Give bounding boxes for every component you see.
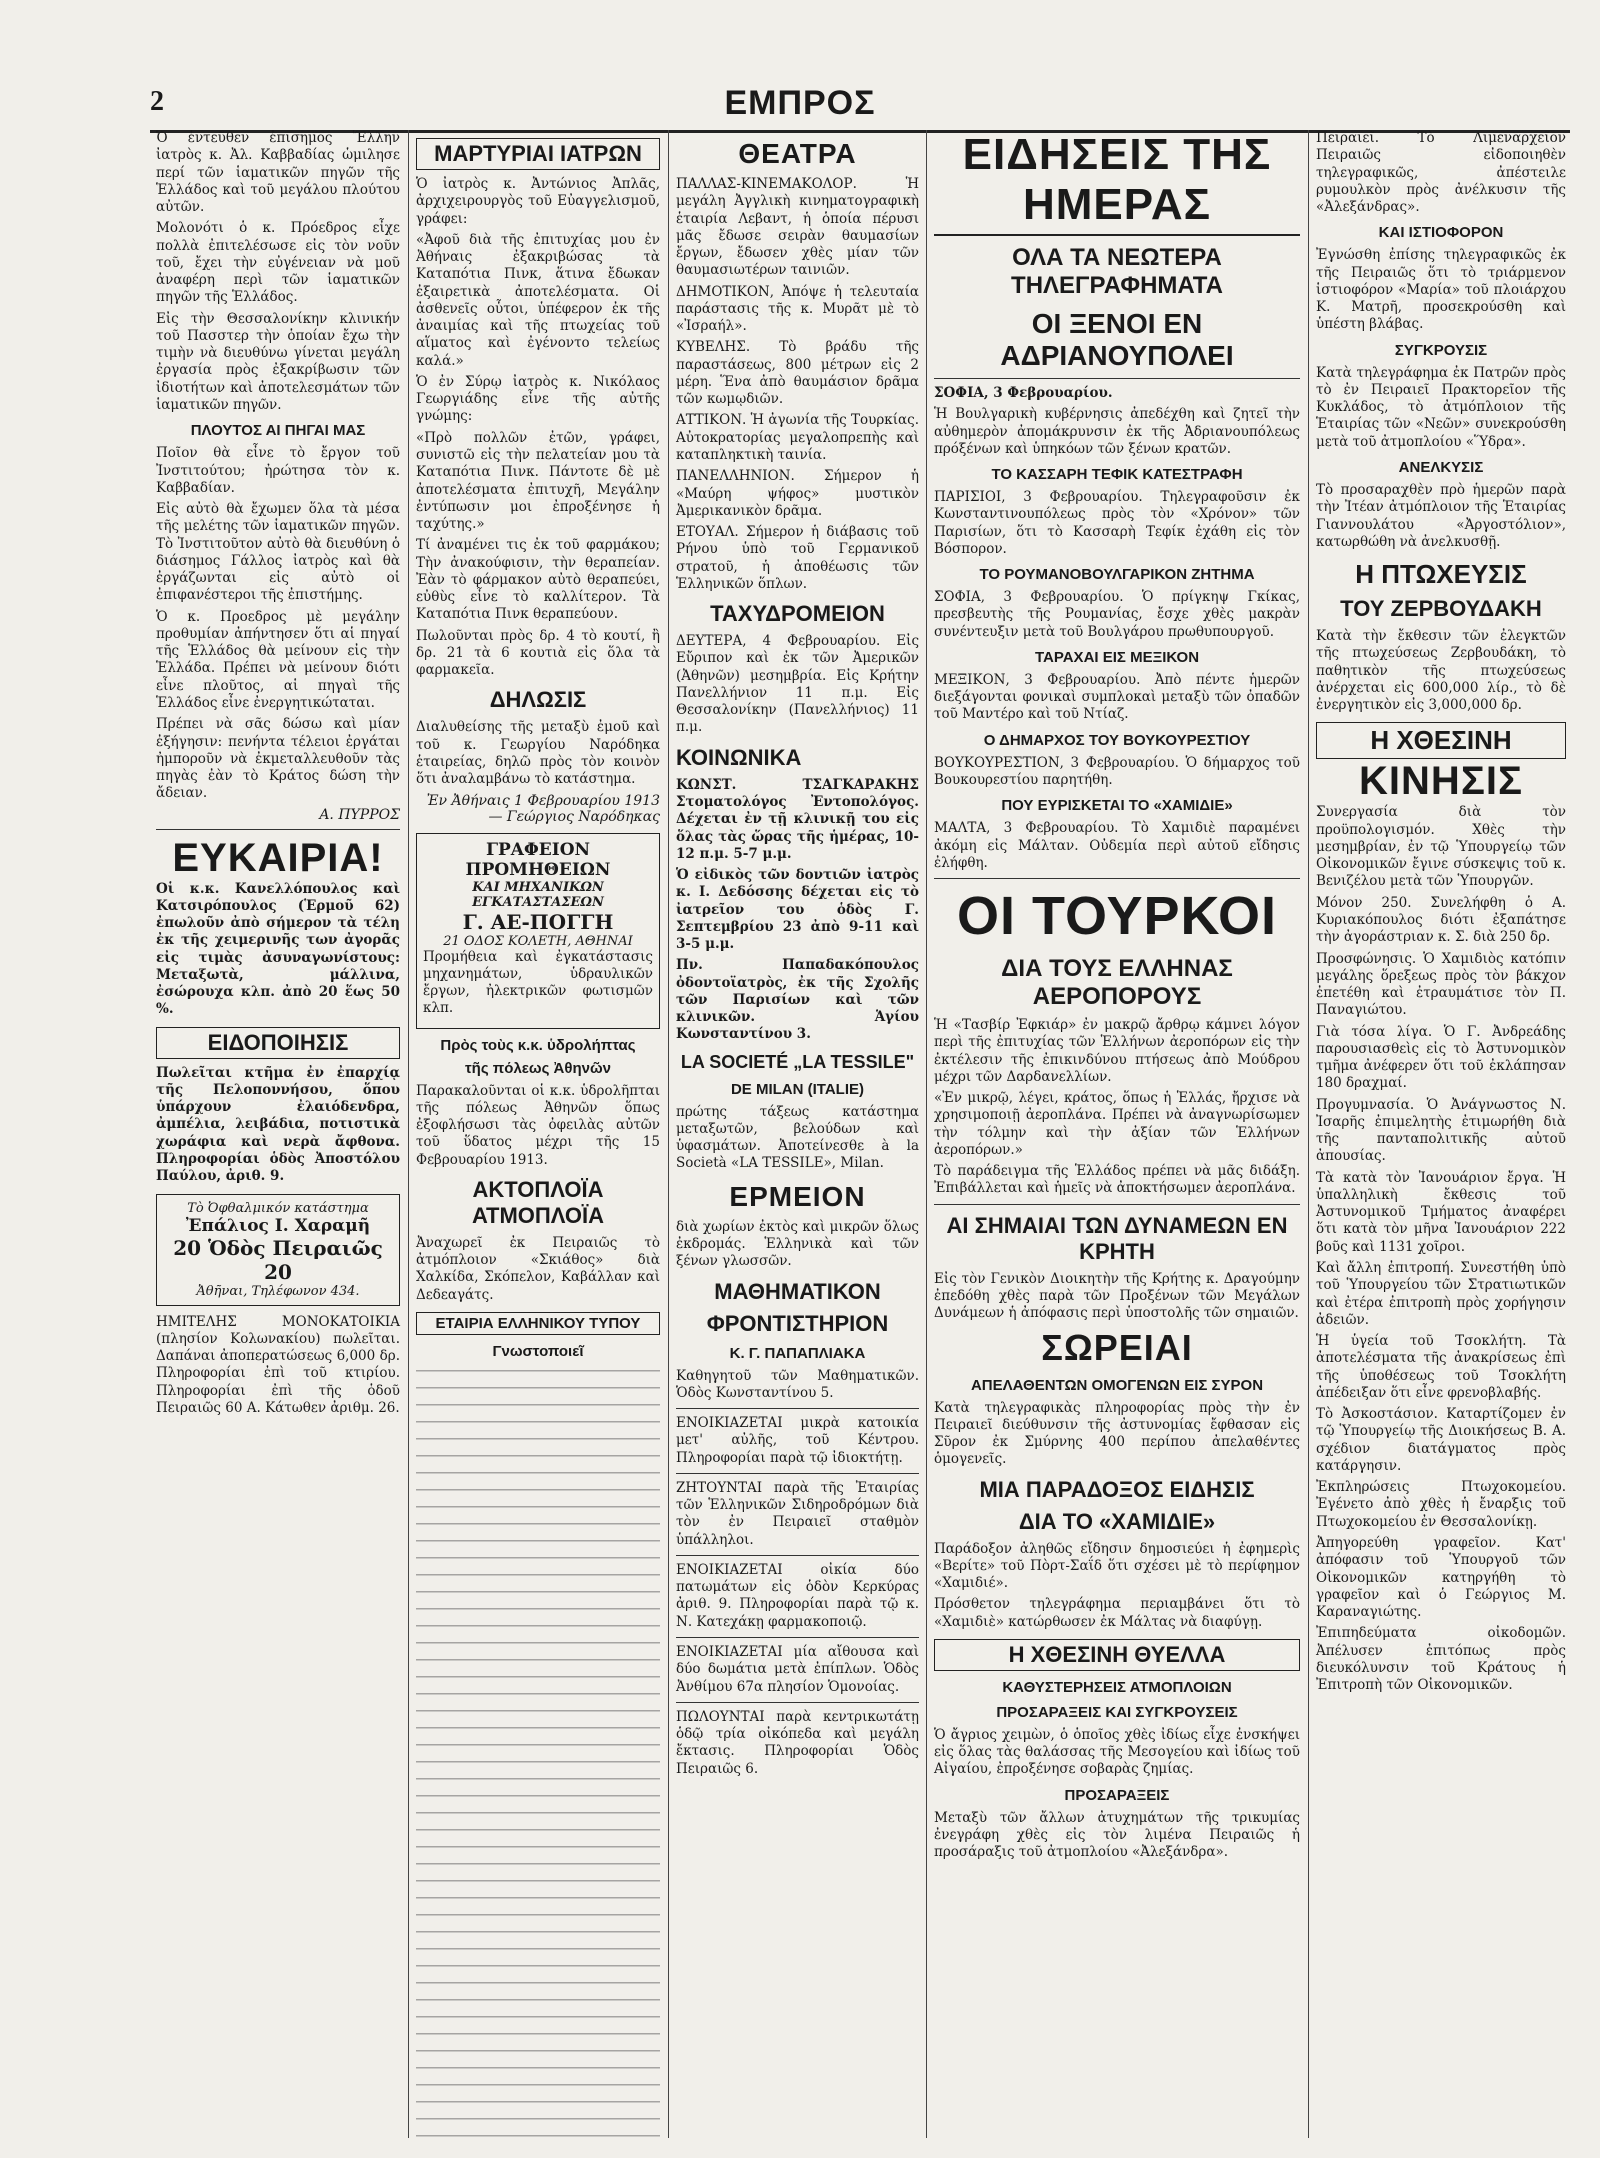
headline-sub: ΠΡΟΣΑΡΑΞΕΙΣ bbox=[1064, 1786, 1170, 1804]
headline: ΤΟ ΡΟΥΜΑΝΟΒΟΥΛΓΑΡΙΚΟΝ ΖΗΤΗΜΑ bbox=[979, 566, 1255, 584]
article-paragraph: Πρέπει νὰ σᾶς δώσω καὶ μίαν ἐξήγησιν: πενήντα τέλειοι ἐργάται ἠμποροῦν νὰ ἐκμεταλλευθοῦν τὰς πηγὰς ἐὰν τὸ Κράτος δώση τὴν ἄδειαν. bbox=[156, 716, 400, 802]
section-heading: ΕΤΑΙΡΙΑ ΕΛΛΗΝΙΚΟΥ ΤΥΠΟΥ bbox=[416, 1312, 660, 1335]
divider bbox=[676, 1555, 919, 1556]
divider bbox=[156, 829, 400, 830]
headline: Ο ΔΗΜΑΡΧΟΣ ΤΟΥ ΒΟΥΚΟΥΡΕΣΤΙΟΥ bbox=[983, 731, 1251, 749]
section-heading: ΚΟΙΝΩΝΙΚΑ bbox=[676, 744, 802, 770]
ad-text: Οἱ κ.κ. Κανελλόπουλος καὶ Κατσιρόπουλος (Ἑρμοῦ 62) ἐπωλοῦν ἀπὸ σήμερον τὰ τέλη ἐκ τῆς χειμερινῆς των ἀγορᾶς εἰς τιμὰς ἀσυναγωνίστους: Μεταξωτὰ, μάλλινα, ἐσώρουχα κλπ. ἀπὸ 20 ἕως 50 %. bbox=[156, 880, 400, 1018]
column-divider bbox=[1308, 130, 1309, 2138]
section-subheading: τῆς πόλεως Ἀθηνῶν bbox=[464, 1059, 612, 1077]
ad-line: ΓΡΑΦΕΙΟΝ ΠΡΟΜΗΘΕΙΩΝ bbox=[465, 839, 611, 880]
section-subtitle: ΟΛΑ ΤΑ ΝΕΩΤΕΡΑ ΤΗΛΕΓΡΑΦΗΜΑΤΑ bbox=[1011, 244, 1223, 299]
headline-sub: ΤΟΥ ΖΕΡΒΟΥΔΑΚΗ bbox=[1340, 596, 1542, 622]
text-filler bbox=[416, 1366, 660, 2138]
headline: Η ΧΘΕΣΙΝΗ bbox=[1316, 722, 1566, 759]
article-paragraph: Τὸ προσαραχθὲν πρὸ ἡμερῶν παρὰ τὴν Ἰτέαν ἀτμόπλοιον τῆς Ἑταιρίας Γιαννουλάτου «Ἀργοστόλιον», κατωρθώθη νὰ ἀνελκυσθῇ. bbox=[1316, 481, 1566, 550]
headline: ΑΙ ΣΗΜΑΙΑΙ ΤΩΝ ΔΥΝΑΜΕΩΝ ΕΝ ΚΡΗΤΗ bbox=[946, 1212, 1288, 1264]
ad-line: Ἐπάλιος Ι. Χαραμῆ bbox=[185, 1215, 371, 1236]
article-paragraph: Ὁ εἰδικὸς τῶν δοντιῶν ἰατρὸς κ. Ι. Δεδόσσης δέχεται εἰς τὸ ἰατρεῖον του ὁδὸς Γ. Σεπτεμβρίου 23 ἀπὸ 9-11 καὶ 3-5 μ.μ. bbox=[676, 867, 919, 953]
column-divider bbox=[926, 130, 927, 2138]
article-paragraph: ΚΥΒΕΛΗΣ. Τὸ βράδυ τῆς παραστάσεως, 800 μέτρων εἰς 2 μέρη. Ἕνα ἀπὸ θαυμάσιον δρᾶμα τῶν κωμῳδιῶν. bbox=[676, 339, 919, 408]
divider bbox=[934, 1204, 1300, 1205]
divider bbox=[676, 1473, 919, 1474]
ad-headline: ΕΡΜΕΙΟΝ bbox=[729, 1180, 866, 1212]
ad-text: διὰ χωρίων ἐκτὸς καὶ μικρῶν ὅλως ἐκδρομάς. Ἑλληνικὰ καὶ τῶν ξένων γλωσσῶν. bbox=[676, 1218, 919, 1270]
column-2 bbox=[410, 130, 666, 2138]
article-paragraph: Μεταξὺ τῶν ἄλλων ἀτυχημάτων τῆς τρικυμίας ἐνεγράφη χθὲς εἰς τὸν λιμένα Πειραιῶς ἡ προσάραξις τοῦ ἀτμοπλοίου «Ἀλεξάνδρα». bbox=[934, 1809, 1300, 1861]
article-paragraph: Ἐπιπηδεύματα οἰκοδομῶν. Ἀπέλυσεν ἐπιτόπως πρὸς διευκόλυνσιν τοῦ Κράτους ἡ Ἐπιτροπὴ τῶν Οἰκονομικῶν. bbox=[1316, 1625, 1566, 1694]
headline: Η ΧΘΕΣΙΝΗ ΘΥΕΛΛΑ bbox=[934, 1639, 1300, 1671]
dateline: ΣΟΦΙΑ, 3 Φεβρουαρίου. bbox=[934, 385, 1113, 401]
column-4 bbox=[928, 130, 1306, 2138]
article-paragraph: Εἰς αὐτὸ θὰ ἔχωμεν ὅλα τὰ μέσα τῆς μελέτης τῶν ἱαματικῶν πηγῶν. Τὸ Ἰνστιτοῦτον αὐτὸ θὰ διευθύνη ὁ διάσημος Γάλλος ἰατρὸς καὶ θὰ ἐργάζωνται εἰς αὐτὸ οἱ ἐπιφανέστεροι τῆς ἐπιστήμης. bbox=[156, 501, 400, 604]
notice-heading: ΕΙΔΟΠΟΙΗΣΙΣ bbox=[156, 1027, 400, 1059]
article-paragraph: Ἡ ὑγεία τοῦ Τσοκλήτη. Τὰ ἀποτελέσματα τῆς ἀνακρίσεως ἐπὶ τῆς ὑποθέσεως τοῦ Τσοκλήτη ἀπέδειξαν ὅτι εἶνε φρενοβλαβής. bbox=[1316, 1333, 1566, 1401]
article-paragraph: ΔΗΜΟΤΙΚΟΝ, Ἀπόψε ἡ τελευταία παράστασις τῆς κ. Μυρᾶτ μὲ τὸ «Ἰσραήλ». bbox=[676, 283, 919, 335]
article-paragraph: Ἀναχωρεῖ ἐκ Πειραιῶς τὸ ἀτμόπλοιον «Σκιάθος» διὰ Χαλκίδα, Σκόπελον, Καβάλλαν καὶ Δεδεαγάτς. bbox=[416, 1234, 660, 1303]
headline: ΟΙ ΞΕΝΟΙ ΕΝ ΑΔΡΙΑΝΟΥΠΟΛΕΙ bbox=[1000, 308, 1234, 371]
headline-large: ΚΙΝΗΣΙΣ bbox=[1359, 759, 1523, 804]
notice-text: Πωλεῖται κτῆμα ἐν ἐπαρχίᾳ τῆς Πελοποννήσου, ὅπου ὑπάρχουν ἐλαιόδενδρα, ἀμπέλια, λειβάδια, ποτιστικὰ χωράφια καὶ νερὰ ἄφθονα. Πληροφορίαι ὁδὸς Ἀποστόλου Παύλου, ἀριθ. 9. bbox=[156, 1064, 400, 1185]
article-paragraph: Γιὰ τόσα λίγα. Ὁ Γ. Ἀνδρεάδης παρουσιασθεὶς εἰς τὸ Ἀστυνομικὸν τμῆμα ἀνέφερεν ὅτι τοῦ ἐκλάπησαν 180 δραχμαί. bbox=[1316, 1023, 1566, 1092]
article-paragraph: «Ἀφοῦ διὰ τῆς ἐπιτυχίας μου ἐν Ἀθήναις ἐξακριβώσας τὰ Καταπότια Πινκ, ἅτινα ἔδωκαν ἐξαιρετικὰ ἀποτελέσματα. Οἱ ἀσθενεῖς οὗτοι, ὑπέφερον ἐκ τῆς ἀναιμίας καὶ τῆς πτωχείας τοῦ αἵματος καὶ ἐγένοντο τελείως καλά.» bbox=[416, 231, 660, 369]
article-paragraph: Ἡ Βουλγαρικὴ κυβέρνησις ἀπεδέχθη καὶ ζητεῖ τὴν αὐθημερὸν ἀπομάκρυνσιν ἐκ τῆς Ἀδριανουπόλεως πρόξένων καὶ ὑπηκόων τῶν ξένων κρατῶν. bbox=[934, 406, 1300, 457]
headline: ΣΩΡΕΙΑΙ bbox=[1041, 1326, 1193, 1368]
article-paragraph: Ἐκπληρώσεις Πτωχοκομείου. Ἐγένετο ἀπὸ χθὲς ἡ ἔναρξις τοῦ Πτωχοκομείου ἐν Θεσσαλονίκῃ. bbox=[1316, 1479, 1566, 1530]
article-paragraph: Μόνον 250. Συνελήφθη ὁ Α. Κυριακόπουλος διότι ἐξαπάτησε τὴν ἀγοράστριαν κ. Σ. διὰ 250 δρ. bbox=[1316, 894, 1566, 946]
article-paragraph: Εἰς τὴν Θεσσαλονίκην κλινικήν τοῦ Πασστερ τὴν ὁποίαν ἔχω τὴν τιμὴν νὰ διευθύνω γίνεται μεγάλη ἐργασία πρὸς ἐξακρίβωσιν τῶν ἰδιοτήτων καὶ ἀποτελεσμάτων τῶν ἱαματικῶν πηγῶν. bbox=[156, 310, 400, 413]
article-paragraph: Ὁ ἄγριος χειμὼν, ὁ ὁποῖος χθὲς ἰδίως εἶχε ἐνσκήψει εἰς ὅλας τὰς θαλάσσας τῆς Μεσογείου καὶ ἰδίως τοῦ Αἰγαίου, ἐπροξένησε σοβαρὰς ζημίας. bbox=[934, 1726, 1300, 1778]
ad-headline: ΕΥΚΑΙΡΙΑ! bbox=[172, 835, 384, 880]
article-paragraph: Κατὰ τηλεγραφικὰς πληροφορίας πρὸς τὴν ἐν Πειραιεῖ διεύθυνσιν τῆς ἀστυνομίας ἔφθασαν εἰς Σῦρον ἐκ Σμύρνης 400 περίπου ἀπελαθέντες ὁμογενεῖς. bbox=[934, 1399, 1300, 1468]
ad-line: Τὸ Ὀφθαλμικόν κατάστημα bbox=[187, 1200, 369, 1216]
classified-ad: ΕΝΟΙΚΙΑΖΕΤΑΙ μία αἴθουσα καὶ δύο δωμάτια μετὰ ἐπίπλων. Ὁδὸς Ἀνθίμου 67α πλησίον Ὁμονοίας. bbox=[676, 1644, 919, 1695]
article-paragraph: ΠΑΡΙΣΙΟΙ, 3 Φεβρουαρίου. Τηλεγραφοῦσιν ἐκ Κωνσταντινουπόλεως πρὸς τὸν «Χρόνον» τῶν Παρισίων, ὅτι τὸ Κασσαρὴ Τεφίκ ἐχάθη εἰς τὸν Βόσπορον. bbox=[934, 489, 1300, 557]
section-heading: ΑΚΤΟΠΛΟΪΑ ΑΤΜΟΠΛΟΪΑ bbox=[471, 1176, 605, 1228]
article-paragraph: Εἰς τὸν Γενικὸν Διοικητὴν τῆς Κρήτης κ. Δραγούμην ἐπεδόθη χθὲς παρὰ τῶν Προξένων τῶν Μεγάλων Δυνάμεων ἡ ἀπόφασις περὶ ὑποστολῆς τῶν σημαιῶν. bbox=[934, 1270, 1300, 1322]
column-divider bbox=[408, 130, 409, 2138]
section-heading: Πρὸς τοὺς κ.κ. ὑδρολήπτας bbox=[440, 1036, 636, 1054]
article-paragraph: Ὁ κ. Προεδρος μὲ μεγάλην προθυμίαν ἀπήντησεν ὅτι αἱ πηγαί τῆς Ἑλλάδος θὰ μείνουν εἰς τὴν Ἑλλάδα. Πρέπει νὰ μείνουν διότι εἶνε πλοῦτος, αἱ πηγαὶ τῆς Ἑλλάδος εἶνε ἐνεργητικώταται. bbox=[156, 608, 400, 711]
column-divider bbox=[668, 130, 669, 2138]
column-1 bbox=[150, 130, 406, 2138]
article-paragraph: Πωλοῦνται πρὸς δρ. 4 τὸ κουτί, ἢ δρ. 21 τὰ 6 κουτιὰ εἰς ὅλα τὰ φαρμακεῖα. bbox=[416, 627, 660, 679]
headline-large: ΟΙ ΤΟΥΡΚΟΙ bbox=[956, 886, 1278, 947]
article-paragraph: Πν. Παπαδακόπουλος ὀδοντοϊατρὸς, ἐκ τῆς Σχολῆς τῶν Παρισίων καὶ τῶν κλινικῶν. Ἁγίου Κωνσταντίνου 3. bbox=[676, 957, 919, 1043]
article-paragraph: Παρακαλοῦνται οἱ κ.κ. ὑδρολῆπται τῆς πόλεως Ἀθηνῶν ὅπως ἐξοφλήσωσι τὰς ὀφειλὰς αὐτῶν τοῦ ὕδατος μέχρι τῆς 15 Φεβρουαρίου 1913. bbox=[416, 1082, 660, 1168]
ad-line: Ἀθῆναι, Τηλέφωνον 434. bbox=[196, 1283, 360, 1299]
classified-ad: ΕΝΟΙΚΙΑΖΕΤΑΙ οἰκία δύο πατωμάτων εἰς ὁδὸν Κερκύρας ἀριθ. 9. Πληροφορίαι παρὰ τῷ κ. Ν. Κατεχάκῃ φαρμακοποιῷ. bbox=[676, 1561, 919, 1630]
headline: ΠΟΥ ΕΥΡΙΣΚΕΤΑΙ ΤΟ «ΧΑΜΙΔΙΕ» bbox=[1001, 797, 1233, 815]
section-heading: ΣΥΓΚΡΟΥΣΙΣ bbox=[1394, 341, 1488, 359]
article-paragraph: ΠΑΛΛΑΣ-ΚΙΝΕΜΑΚΟΛΟΡ. Ἡ μεγάλη Ἀγγλικὴ κινηματογραφικὴ ἑταιρία Λεβαντ, ἡ ὁποία πέρυσι μᾶς ἔδωσε σειρὰν θαυμασίων ἔργων, ἔδωσεν χθὲς μίαν τῶν θαυμασιωτέρων ταινιῶν. bbox=[676, 176, 919, 279]
headline-sub: ΚΑΘΥΣΤΕΡΗΣΕΙΣ ΑΤΜΟΠΛΟΙΩΝ bbox=[1002, 1678, 1232, 1696]
masthead bbox=[0, 0, 1600, 120]
article-paragraph: Ποῖον θὰ εἶνε τὸ ἔργον τοῦ Ἰνστιτούτου; ἠρώτησα τὸν κ. Καββαδίαν. bbox=[156, 445, 400, 496]
section-heading: ΚΑΙ ΙΣΤΙΟΦΟΡΟΝ bbox=[1378, 224, 1504, 242]
ad-subheading: DE MILAN (ITALIE) bbox=[730, 1080, 865, 1098]
section-heading: ΜΑΡΤΥΡΙΑΙ ΙΑΤΡΩΝ bbox=[416, 138, 660, 170]
ad-line: Γ. ΑΕ-ΠΟΓΓΗ bbox=[462, 909, 614, 934]
article-paragraph: Τὸ παράδειγμα τῆς Ἑλλάδος πρέπει νὰ μᾶς διδάξη. Ἐπιβάλλεται καὶ ἡμεῖς νὰ ἀποκτήσωμεν ἀεροπλάνα. bbox=[934, 1163, 1300, 1197]
headline: Η ΠΤΩΧΕΥΣΙΣ bbox=[1355, 559, 1527, 590]
article-paragraph: Τὰ κατὰ τὸν Ἰανουάριον ἔργα. Ἡ ὑπαλληλικὴ ἔκθεσις τοῦ Ἀστυνομικοῦ Τμήματος ἀναφέρει ὅτι κατὰ τὸν μῆνα Ἰανουάριον 222 βοῦς καὶ 1131 χοῖροι. bbox=[1316, 1169, 1566, 1255]
article-paragraph: Ἀπηγορεύθη γραφεῖον. Κατ' ἀπόφασιν τοῦ Ὑπουργοῦ τῶν Οἰκονομικῶν κατηργήθη τὸ γραφεῖον καὶ ὁ Γεώργιος Μ. Καραναγιώτης. bbox=[1316, 1535, 1566, 1621]
ad-text: πρώτης τάξεως κατάστημα μεταξωτῶν, βελούδων καὶ ὑφασμάτων. Ἀποτείνεσθε à la Società «LA TESSILE», Milan. bbox=[676, 1103, 919, 1172]
section-title: ΕΙΔΗΣΕΙΣ ΤΗΣ ΗΜΕΡΑΣ bbox=[934, 130, 1300, 236]
article-paragraph: «Πρὸ πολλῶν ἐτῶν, γράφει, συνιστῶ εἰς τὴν πελατείαν μου τὰ Καταπότια Πινκ. Πάντοτε δὲ μὲ ἀποτελέσματα ἐπιτυχῆ, Μεγάλην ἐντύπωσιν μοι ἐπροξένησε ἡ ταχύτης.» bbox=[416, 429, 660, 533]
article-signature: Α. ΠΥΡΡΟΣ bbox=[319, 806, 400, 823]
section-subheading: Γνωστοποιεῖ bbox=[492, 1342, 584, 1360]
classified-ad: ΕΝΟΙΚΙΑΖΕΤΑΙ μικρὰ κατοικία μετ' αὐλῆς, τοῦ Κέντρου. Πληροφορίαι παρὰ τῷ ἰδιοκτήτῃ. bbox=[676, 1415, 919, 1466]
headline: ΜΙΑ ΠΑΡΑΔΟΞΟΣ ΕΙΔΗΣΙΣ bbox=[979, 1476, 1255, 1502]
article-paragraph: Τὸ Ἀσκοστάσιον. Καταρτίζομεν ἐν τῷ Ὑπουργείῳ τῆς Διοικήσεως Β. Α. σχέδιον διατάγματος πρὸς κατάργησιν. bbox=[1316, 1406, 1566, 1474]
ad-text: Προμήθεια καὶ ἐγκατάστασις μηχανημάτων, ὑδραυλικῶν ἔργων, ἠλεκτρικῶν φωτισμῶν κλπ. bbox=[423, 948, 653, 1017]
article-paragraph: ΚΩΝΣΤ. ΤΣΑΓΚΑΡΑΚΗΣ Στοματολόγος Ἐντοπολόγος. Δέχεται ἐν τῇ κλινικῇ του εἰς ὅλας τὰς ὥρας τῆς ἡμέρας, 10-12 π.μ. 5-7 μ.μ. bbox=[676, 776, 919, 862]
article-paragraph: Προσφώνησις. Ὁ Χαμιδιὸς κατόπιν μεγάλης ὅρεξεως πρὸς τὸν βάκχον ἐπετέθη καὶ ἐτραυμάτισε τὸν Π. Παναγιώτου. bbox=[1316, 950, 1566, 1019]
headline: ΤΑΡΑΧΑΙ ΕΙΣ ΜΕΞΙΚΟΝ bbox=[1034, 648, 1200, 666]
classified-ad: ΗΜΙΤΕΛΗΣ ΜΟΝΟΚΑΤΟΙΚΙΑ (πλησίον Κολωνακίου) πωλεῖται. Δαπάναι ἀποπερατώσεως 6,000 δρ. Πληροφορίαι ἐπὶ τοῦ κτιρίου. Πληροφορίαι ἐπὶ τῆς ὁδοῦ Πειραιῶς 60 Α. Κάτωθεν ἀριθμ. 26. bbox=[156, 1313, 400, 1416]
ad-line: 21 ΟΔΟΣ ΚΟΛΕΤΗ, ΑΘΗΝΑΙ bbox=[443, 933, 633, 949]
section-heading: ΘΕΑΤΡΑ bbox=[738, 138, 857, 169]
section-heading: ΔΗΛΩΣΙΣ bbox=[489, 687, 587, 713]
article-paragraph: Καὶ ἄλλη ἐπιτροπή. Συνεστήθη ὑπὸ τοῦ Ὑπουργείου τῶν Στρατιωτικῶν καὶ ἐτέρα ἐπιτροπὴ πρὸς χορήγησιν ἀδειῶν. bbox=[1316, 1260, 1566, 1328]
column-3 bbox=[670, 130, 925, 2138]
classified-ad: ΖΗΤΟΥΝΤΑΙ παρὰ τῆς Ἐταιρίας τῶν Ἑλληνικῶν Σιδηροδρόμων διὰ τὸν ἐν Πειραιεῖ σταθμὸν ὑπάλληλοι. bbox=[676, 1479, 919, 1548]
headline: ΤΟ ΚΑΣΣΑΡΗ ΤΕΦΙΚ ΚΑΤΕΣΤΡΑΦΗ bbox=[991, 466, 1243, 484]
article-paragraph: Κατὰ τὴν ἔκθεσιν τῶν ἐλεγκτῶν τῆς πτωχεύσεως Ζερβουδάκη, τὸ παθητικὸν τῆς πτωχεύσεως ἀνέρχεται εἰς 600,000 λίρ., τὸ δὲ ἐνεργητικὸν εἰς 3,000,000 δρ. bbox=[1316, 628, 1566, 714]
article-paragraph: «Ἐν μικρῷ, λέγει, κράτος, ὅπως ἡ Ἑλλάς, ἤρχισε νὰ χρησιμοποιῇ ἀεροπλάνα. Πρέπει νὰ ἀναγνωρίσωμεν τὴν τόλμην καὶ τὴν ἀξίαν τῶν Ἑλλήνων ἀεροπόρων.» bbox=[934, 1090, 1300, 1158]
divider bbox=[934, 378, 1300, 379]
article-paragraph: Παράδοξον ἀληθῶς εἴδησιν δημοσιεύει ἡ ἐφημερὶς «Βερίτε» τοῦ Πὸρτ-Σαΐδ ὅτι σχέσει μὲ τὸ περίφημον «Χαμιδιέ». bbox=[934, 1540, 1300, 1592]
article-paragraph: Ἐγνώσθη ἐπίσης τηλεγραφικῶς ἐκ τῆς Πειραιῶς ὅτι τὸ τριάρμενον ἱστιοφόρον «Μαρία» τοῦ πλοιάρχου Κ. Ματρῆ, προσεκρούσθη καὶ ὑπέστη βλάβας. bbox=[1316, 247, 1566, 333]
column-5 bbox=[1310, 130, 1572, 2138]
article-paragraph: Ὁ ἐν Σύρῳ ἰατρὸς κ. Νικόλαος Γεωργιάδης εἶνε τῆς αὐτῆς γνώμης: bbox=[416, 373, 660, 425]
headline-sub: ΠΡΟΣΑΡΑΞΕΙΣ ΚΑΙ ΣΥΓΚΡΟΥΣΕΙΣ bbox=[996, 1703, 1238, 1721]
ad-subheading: Κ. Γ. ΠΑΠΑΠΛΙΑΚΑ bbox=[729, 1344, 866, 1362]
article-paragraph: Ὁ ἰατρὸς κ. Ἀντώνιος Ἀπλᾶς, ἀρχιχειρουργὸς τοῦ Εὐαγγελισμοῦ, γράφει: bbox=[416, 176, 660, 227]
headline-sub: ΔΙΑ ΤΟ «ΧΑΜΙΔΙΕ» bbox=[1018, 1508, 1216, 1534]
section-heading: ΤΑΧΥΔΡΟΜΕΙΟΝ bbox=[710, 601, 885, 627]
article-paragraph: Ὁ ἐντεῦθεν ἐπισημος Ἕλλην ἰατρὸς κ. Ἀλ. Καββαδίας ὡμιλησε περί τῶν ἱαματικῶν πηγῶν τῆς Ἑλλάδος καὶ τοῦ μεγάλου πλούτου αὐτῶν. bbox=[156, 130, 400, 216]
article-paragraph: Προγυμνασία. Ὁ Ἀνάγνωστος Ν. Ἰσαρῆς ἐπιμελητὴς ἐτιμωρήθη διὰ τῆς πανταπολιτικῆς αὐτοῦ ἀπουσίας. bbox=[1316, 1096, 1566, 1165]
ad-headline: ΜΑΘΗΜΑΤΙΚΟΝ bbox=[714, 1278, 881, 1304]
divider bbox=[676, 1637, 919, 1638]
headline-sub: ΔΙΑ ΤΟΥΣ ΕΛΛΗΝΑΣ ΑΕΡΟΠΟΡΟΥΣ bbox=[1001, 955, 1233, 1011]
ad-line: ΚΑΙ ΜΗΧΑΝΙΚΩΝ ΕΓΚΑΤΑΣΤΑΣΕΩΝ bbox=[472, 879, 604, 910]
divider bbox=[934, 878, 1300, 879]
article-paragraph: ΔΕΥΤΕΡΑ, 4 Φεβρουαρίου. Εἰς Εὔριπον καὶ ἐκ τῶν Ἀμερικῶν (Ἀθηνῶν) μεσημβρία. Εἰς Κρήτην Πανελλήνιον 11 π.μ. Εἰς Θεσσαλονίκην (Πανελλήνιος) 11 π.μ. bbox=[676, 633, 919, 736]
article-paragraph: ΣΟΦΙΑ, 3 Φεβρουαρίου. Ὁ πρίγκηψ Γκίκας, πρεσβευτὴς τῆς Ρουμανίας, ἔσχε χθὲς μακρὰν συνέντευξιν μετὰ τοῦ Βουλγάρου πρωθυπουργοῦ. bbox=[934, 589, 1300, 640]
article-paragraph: Διαλυθείσης τῆς μεταξὺ ἐμοῦ καὶ τοῦ κ. Γεωργίου Ναρόδηκα ἑταιρείας, δηλῶ πρὸς τὸν κοινὸν ὅτι ἀναλαμβάνω τὸ κατάστημα. bbox=[416, 719, 660, 788]
optician-ad bbox=[156, 1194, 400, 1306]
article-paragraph: ΜΕΞΙΚΟΝ, 3 Φεβρουαρίου. Ἀπὸ πέντε ἡμερῶν διεξάγονται φονικαὶ συμπλοκαὶ μεταξὺ τῶν ὀπαδῶν τοῦ Μαντέρο καὶ τοῦ Ντίαζ. bbox=[934, 671, 1300, 723]
article-paragraph: Κατὰ τηλεγράφημα ἐκ Πατρῶν πρὸς τὸ ἐν Πειραιεῖ Πρακτορεῖον τῆς Κυκλάδος, τὸ ἀτμόπλοιον τῆς Ἑταιρίας τῶν «Νεῶν» συνεκρούσθη μετὰ τοῦ ἀτμοπλοίου «Ὕδρα». bbox=[1316, 364, 1566, 450]
article-paragraph: ΜΑΛΤΑ, 3 Φεβρουαρίου. Τὸ Χαμιδιὲ παραμένει ἀκόμη εἰς Μάλταν. Οὐδεμία περὶ αὐτοῦ εἴδησις ἐλήφθη. bbox=[934, 820, 1300, 871]
article-paragraph: ΒΟΥΚΟΥΡΕΣΤΙΟΝ, 3 Φεβρουαρίου. Ὁ δήμαρχος τοῦ Βουκουρεστίου παρητήθη. bbox=[934, 754, 1300, 788]
bureau-ad bbox=[416, 833, 660, 1029]
article-paragraph: ΠΑΝΕΛΛΗΝΙΟΝ. Σήμερον ἡ «Μαύρη ψήφος» μυστικὸν Ἀμερικανικὸν δρᾶμα. bbox=[676, 468, 919, 519]
ad-text: Καθηγητοῦ τῶν Μαθηματικῶν. Ὁδὸς Κωνσταντίνου 5. bbox=[676, 1367, 919, 1401]
article-paragraph: Πειραιεῖ. Τὸ Λιμεναρχεῖον Πειραιῶς εἰδοποιηθὲν τηλεγραφικῶς, ἀπέστειλε ρυμουλκὸν πρὸς ἀνέλκυσιν τῆς «Ἀλεξάνδρας». bbox=[1316, 130, 1566, 216]
section-heading: ΑΝΕΛΚΥΣΙΣ bbox=[1398, 458, 1484, 476]
divider bbox=[676, 1702, 919, 1703]
article-paragraph: Ἡ «Τασβίρ Ἐφκιάρ» ἐν μακρῷ ἄρθρῳ κάμνει λόγον περὶ τῆς ἐπιτυχίας τῶν Ἑλλήνων ἀεροπόρων εἰς τὴν ἐκτέλεσιν τῆς ἐπικινδύνου πτήσεως ἀπὸ Μούδρου μέχρι τῶν Δαρδανελλίων. bbox=[934, 1017, 1300, 1085]
divider bbox=[676, 1408, 919, 1409]
page-number: 2 bbox=[150, 86, 164, 117]
article-paragraph: Τί ἀναμένει τις ἐκ τοῦ φαρμάκου; Τὴν ἀνακούφισιν, τὴν θεραπείαν. Ἐὰν τὸ φάρμακον αὐτὸ θεραπεύει, εὐθὺς εἶνε τὸ καλλίτερον. Τὰ Καταπότια Πινκ θεραπεύουν. bbox=[416, 537, 660, 623]
declaration-signature: Ἐν Ἀθήναις 1 Φεβρουαρίου 1913 — Γεώργιος Ναρόδηκας bbox=[426, 792, 660, 825]
article-paragraph: ΕΤΟΥΑΛ. Σήμερον ἡ διάβασις τοῦ Ρήνου ὑπὸ τοῦ Γερμανικοῦ στρατοῦ, ἡ ἀποθέωσις τῶν Ἑλληνικῶν ὅπλων. bbox=[676, 524, 919, 592]
article-paragraph: ΑΤΤΙΚΟΝ. Ἡ ἀγωνία τῆς Τουρκίας. Αὐτοκρατορίας μεγαλοπρεπὴς καὶ καταπληκτικὴ ταινία. bbox=[676, 412, 919, 463]
ad-headline: ΦΡΟΝΤΙΣΤΗΡΙΟΝ bbox=[706, 1310, 889, 1336]
ad-headline: LA SOCIETÉ „LA TESSILE" bbox=[680, 1051, 915, 1072]
article-paragraph: Πρόσθετον τηλεγράφημα περιαμβάνει ὅτι τὸ «Χαμιδιὲ» κατώρθωσεν ἐκ Μάλτας νὰ διαφύγῃ. bbox=[934, 1596, 1300, 1630]
article-paragraph: Μολονότι ὁ κ. Πρόεδρος εἶχε πολλὰ ἐπιτελέσωσε εἰς τὸν νοῦν τοῦ, ἔχει τὴν εὐγένειαν νὰ μοῦ ἀναφέρη περὶ τῶν ἱαματικῶν πηγῶν τῆς Ἑλλάδος. bbox=[156, 220, 400, 306]
classified-ad: ΠΩΛΟΥΝΤΑΙ παρὰ κεντρικωτάτῃ ὁδῷ τρία οἰκόπεδα καὶ μεγάλη ἔκτασις. Πληροφορίαι Ὁδὸς Πειραιῶς 6. bbox=[676, 1708, 919, 1777]
ad-line: 20 Ὁδὸς Πειραιῶς 20 bbox=[173, 1235, 383, 1284]
newspaper-title: ΕΜΠΡΟΣ bbox=[724, 84, 876, 122]
article-paragraph: Συνεργασία διὰ τὸν προϋπολογισμόν. Χθὲς τὴν μεσημβρίαν, ἐν τῷ Ὑπουργείῳ τῶν Οἰκονομικῶν ἔγινε σύσκεψις τοῦ κ. Βενιζέλου μετὰ τῶν Ὑπουργῶν. bbox=[1316, 804, 1566, 890]
headline-sub: ΑΠΕΛΑΘΕΝΤΩΝ ΟΜΟΓΕΝΩΝ ΕΙΣ ΣΥΡΟΝ bbox=[970, 1376, 1264, 1394]
section-heading: ΠΛΟΥΤΟΣ ΑΙ ΠΗΓΑΙ ΜΑΣ bbox=[190, 422, 366, 440]
